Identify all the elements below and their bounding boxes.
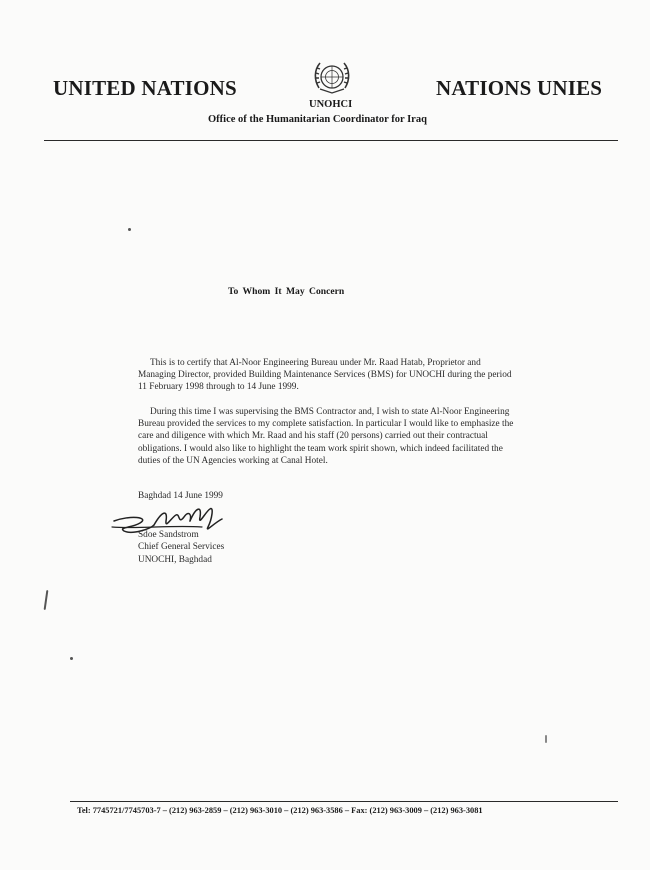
paragraph-1-line: 11 February 1998 through to 14 June 1999. (138, 382, 299, 393)
paragraph-1-line: Managing Director, provided Building Maintenance Services (BMS) for UNOCHI during the period (138, 370, 512, 381)
signatory-org: UNOCHI, Baghdad (138, 554, 212, 565)
paragraph-1 (138, 357, 538, 394)
office-name: Office of the Humanitarian Coordinator for Iraq (208, 114, 427, 125)
paragraph-2-line: During this time I was supervising the BMS Contractor and, I wish to state Al-Noor Engineering (150, 407, 510, 417)
footer-divider (70, 801, 618, 802)
scan-speck (128, 228, 131, 231)
paragraph-2-line: duties of the UN Agencies working at Canal Hotel. (138, 455, 328, 466)
paragraph-2-line: obligations. I would also like to highlight the team work spirit shown, which indeed facilitated the (138, 443, 503, 454)
signatory-title: Chief General Services (138, 542, 225, 553)
paragraph-2 (138, 406, 538, 467)
signature-block (138, 529, 224, 566)
footer-contacts: Tel: 7745721/7745703-7 – (212) 963-2859 – (212) 963-3010 – (212) 963-3586 – Fax: (212) 963-3009 – (212) 963-3081 (77, 806, 483, 815)
un-emblem-icon (311, 58, 353, 98)
header-left-title: UNITED NATIONS (53, 76, 237, 100)
paragraph-2-line: care and diligence with which Mr. Raad and his staff (20 persons) carried out their contractual (138, 431, 488, 442)
scan-speck (70, 657, 73, 660)
paragraph-1-line: This is to certify that Al-Noor Engineering Bureau under Mr. Raad Hatab, Proprietor and (150, 358, 481, 368)
header-divider (44, 140, 618, 141)
signatory-name: Sdoe Sandstrom (138, 530, 199, 540)
header-right-title: NATIONS UNIES (436, 76, 603, 100)
place-date: Baghdad 14 June 1999 (138, 491, 223, 501)
org-abbreviation: UNOHCI (309, 99, 353, 110)
scan-speck (44, 590, 49, 610)
salutation: To Whom It May Concern (228, 286, 345, 297)
scan-speck (545, 735, 547, 743)
paragraph-2-line: Bureau provided the services to my complete satisfaction. In particular I would like to emphasize the (138, 419, 514, 430)
